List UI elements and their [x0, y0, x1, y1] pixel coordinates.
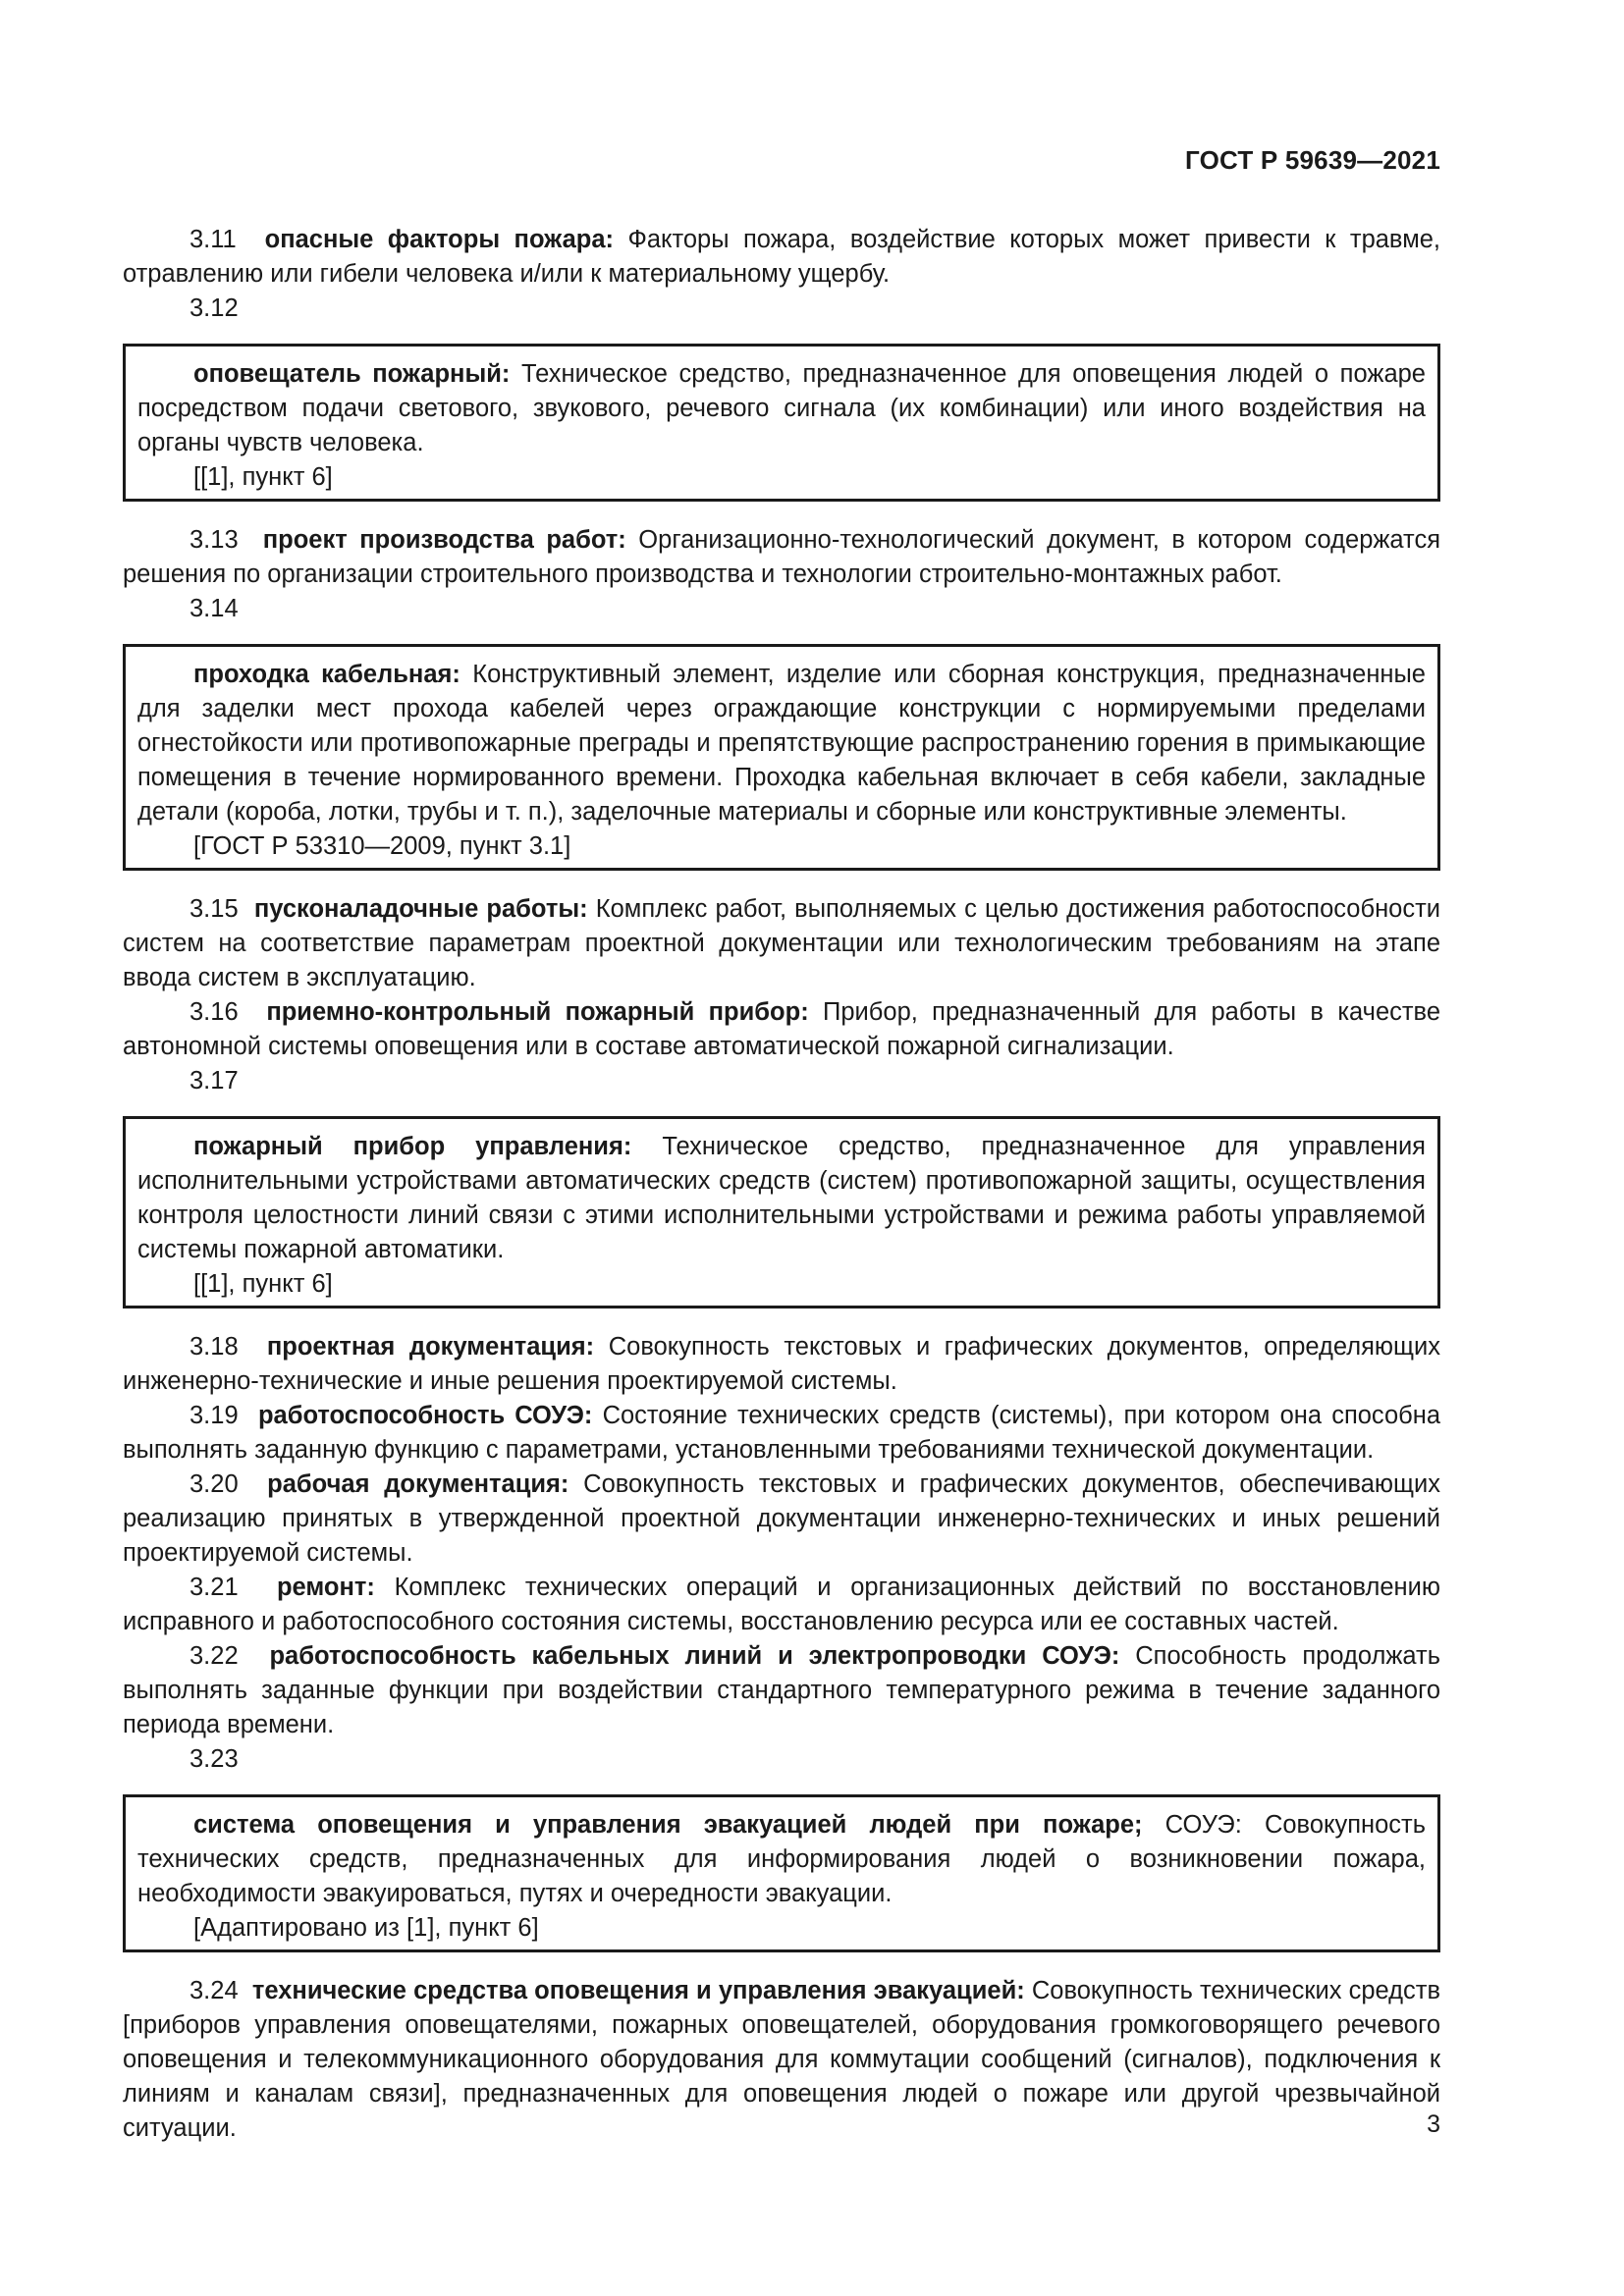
term-definition: Факторы пожара, воздействие которых может привести к травме, отравлению или гибели человека и/или к материальному ущербу.	[123, 226, 1440, 288]
term-number: 3.13	[189, 526, 239, 554]
term-box-3-17	[123, 1116, 1440, 1308]
term-3-16	[123, 995, 1440, 1064]
term-definition: СОУЭ: Совокупность технических средств, предназначенных для информирования людей о возникновении пожара, необходимости эвакуироваться, путях и очередности эвакуации.	[137, 1811, 1426, 1907]
term-number: 3.21	[189, 1574, 239, 1601]
term-title: опасные факторы пожара:	[264, 226, 615, 253]
term-3-15	[123, 892, 1440, 995]
term-title: пусконаладочные работы:	[253, 895, 588, 923]
term-3-17	[137, 1130, 1426, 1267]
term-box-3-14	[123, 644, 1440, 871]
term-number-3-17: 3.17	[189, 1067, 239, 1095]
term-title: рабочая документация:	[267, 1470, 569, 1498]
term-3-21	[123, 1571, 1440, 1639]
term-title: проходка кабельная:	[193, 661, 460, 688]
term-number-3-14: 3.14	[189, 595, 239, 622]
term-definition: Способность продолжать выполнять заданные функции при воздействии стандартного температурного режима в течение заданного периода времени.	[123, 1642, 1441, 1738]
term-definition: Конструктивный элемент, изделие или сборная конструкция, предназначенные для заделки мест прохода кабелей через ограждающие конструкции с нормируемыми пределами огнестойкости или противопожарные преграды и препятствующие распространению горения в примыкающие помещения в течение нормированного времени. Проходка кабельная включает в себя кабели, закладные детали (короба, лотки, трубы и т. п.), заделочные материалы и сборные или конструктивные элементы.	[137, 661, 1426, 826]
term-3-20	[123, 1468, 1440, 1571]
term-source: [ГОСТ Р 53310—2009, пункт 3.1]	[193, 832, 571, 860]
term-3-13	[123, 523, 1440, 592]
term-number-3-12: 3.12	[189, 294, 239, 322]
term-definition: Состояние технических средств (системы), при котором она способна выполнять заданную функцию с параметрами, установленными требованиями технической документации.	[123, 1402, 1441, 1464]
term-number: 3.16	[189, 998, 239, 1026]
term-definition: Комплекс технических операций и организационных действий по восстановлению исправного и работоспособного состояния системы, восстановлению ресурса или ее составных частей.	[123, 1574, 1440, 1635]
term-title: работоспособность СОУЭ:	[257, 1402, 593, 1429]
term-3-11	[123, 223, 1440, 292]
term-title: пожарный прибор управления:	[193, 1133, 632, 1160]
term-3-18	[123, 1330, 1440, 1399]
term-3-19	[123, 1399, 1440, 1468]
term-title: оповещатель пожарный:	[193, 360, 511, 388]
term-definition: Техническое средство, предназначенное для оповещения людей о пожаре посредством подачи светового, звукового, речевого сигнала (их комбинации) или иного воздействия на органы чувств человека.	[137, 360, 1426, 456]
term-number: 3.24	[189, 1977, 239, 2004]
term-3-23	[137, 1808, 1426, 1911]
term-title: система оповещения и управления эвакуацией людей при пожаре;	[193, 1811, 1143, 1839]
term-definition: Совокупность текстовых и графических документов, обеспечивающих реализацию принятых в утвержденной проектной документации инженерно-технических и иных решений проектируемой системы.	[123, 1470, 1440, 1567]
term-title: проектная документация:	[266, 1333, 595, 1361]
term-source: [Адаптировано из [1], пункт 6]	[193, 1914, 539, 1942]
term-title: работоспособность кабельных линий и электропроводки СОУЭ:	[269, 1642, 1120, 1670]
term-title: приемно-контрольный пожарный прибор:	[266, 998, 809, 1026]
term-number: 3.20	[189, 1470, 239, 1498]
term-definition: Совокупность текстовых и графических документов, определяющих инженерно-технические и иные решения проектируемой системы.	[123, 1333, 1441, 1395]
term-3-12	[137, 357, 1426, 460]
term-3-24	[123, 1974, 1440, 2146]
term-3-22	[123, 1639, 1440, 1742]
document-code-header: ГОСТ Р 59639—2021	[1185, 145, 1440, 175]
term-number: 3.15	[189, 895, 239, 923]
term-source: [[1], пункт 6]	[193, 463, 333, 491]
term-number: 3.11	[189, 226, 237, 253]
term-definition: Техническое средство, предназначенное для управления исполнительными устройствами автоматических средств (систем) противопожарной защиты, осуществления контроля целостности линий связи с этими исполнительными устройствами и режима работы управляемой системы пожарной автоматики.	[137, 1133, 1426, 1263]
term-source: [[1], пункт 6]	[193, 1270, 333, 1298]
term-number: 3.19	[189, 1402, 239, 1429]
term-title: проект производства работ:	[262, 526, 626, 554]
term-number: 3.22	[189, 1642, 239, 1670]
term-number: 3.18	[189, 1333, 239, 1361]
term-number-3-23: 3.23	[189, 1745, 239, 1773]
terms-list	[123, 223, 1440, 2146]
term-definition: Совокупность технических средств [приборов управления оповещателями, пожарных оповещателей, оборудования громкоговорящего речевого оповещения и телекоммуникационного оборудования для коммутации сообщений (сигналов), подключения к линиям и каналам связи], предназначенных для оповещения людей о пожаре или другой чрезвычайной ситуации.	[123, 1977, 1441, 2142]
term-definition: Комплекс работ, выполняемых с целью достижения работоспособности систем на соответствие параметрам проектной документации или технологическим требованиям на этапе ввода систем в эксплуатацию.	[123, 895, 1441, 991]
term-definition: Организационно-технологический документ, в котором содержатся решения по организации строительного производства и технологии строительно-монтажных работ.	[123, 526, 1441, 588]
page-number: 3	[1427, 2110, 1440, 2138]
term-3-14	[137, 658, 1426, 829]
term-definition: Прибор, предназначенный для работы в качестве автономной системы оповещения или в составе автоматической пожарной сигнализации.	[123, 998, 1440, 1060]
term-title: технические средства оповещения и управления эвакуацией:	[251, 1977, 1025, 2004]
term-box-3-12	[123, 344, 1440, 502]
term-box-3-23	[123, 1794, 1440, 1952]
term-title: ремонт:	[276, 1574, 375, 1601]
